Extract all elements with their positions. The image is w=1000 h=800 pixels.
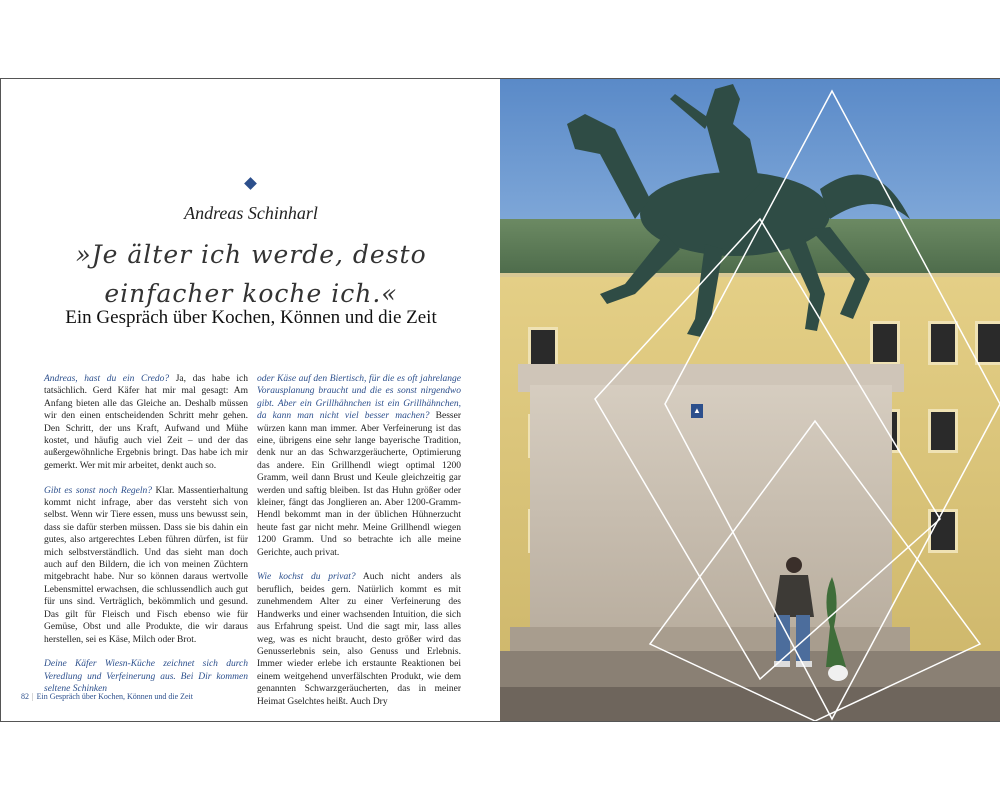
pull-quote (1, 235, 501, 313)
paragraph (44, 658, 248, 695)
paragraph (257, 373, 461, 559)
interview-answer: Ja, das habe ich tatsächlich. Gerd Käfer hat mir mal gesagt: Am Anfang bieten alle das Gleiche an. Deshalb müssen wir den einen entscheidenden Schritt mehr gehen. Den Schritt, der uns Kraft, Aufwand und Mühe kostet, und häufig auch viel Zeit – und der das außergewöhnliche Ergebnis bringt. Das habe ich mir gemerkt. Wer mit mir arbeitet, denkt auch so. (44, 374, 248, 471)
interview-question: Andreas, hast du ein Credo? (44, 374, 170, 384)
interview-question: oder Käse auf den Biertisch, für die es oft jahrelange Vorausplanung braucht und die es sonst nirgendwo gibt. Aber ein Grillhähnchen ist ein Grillhähnchen, da kann man nicht viel besser machen? (257, 374, 461, 422)
running-title: Ein Gespräch über Kochen, Können und die Zeit (36, 692, 194, 701)
interview-answer: Auch nicht anders als beruflich, beides gern. Natürlich kommt es mit zunehmendem Alter zu einer Verfeinerung des Handwerks und einer wachsenden Intuition, die sich aus Erfahrung speist. Und die sagt mir, lass alles weg, was es nicht braucht, desto größer wird das Genusserlebnis sein, also Genuss und Erlebnis. Immer wieder erlebe ich erstaunte Reaktionen bei einem weitgehend unverfälschten Produkt, wie dem genannten Schwarzgeräucherten, das in meiner Heimat Gselchtes heißt. Auch Dry (257, 572, 461, 707)
paragraph (257, 571, 461, 707)
pull-quote-line-1: »Je älter ich werde, desto (75, 240, 427, 269)
text-column-left (44, 373, 248, 708)
interview-answer: Klar. Massentierhaltung kommt nicht infrage, aber das versteht sich von selbst. Wenn wir Tiere essen, muss uns bewusst sein, dass sie dafür sterben müssen. Dass sie bis dahin ein gutes, also artgerechtes Leben führen dürfen, ist für mich selbstverständlich. Und das sieht man doch auch auf den Bildern, die ich von meinen Züchtern mitgebracht habe. Nur so können daraus wertvolle Lebensmittel erwachsen, die schlussendlich auch gut für uns sind. Verträglich, bekömmlich und gesund. Das gilt für Fleisch und Fisch ebenso wie für Gemüse, Obst und alle Produkte, die wir daraus herstellen, sei es Käse, Milch oder Brot. (44, 485, 248, 645)
interview-question: Gibt es sonst noch Regeln? (44, 485, 153, 496)
paragraph (44, 373, 248, 472)
decorative-diamond-lines (500, 79, 1000, 721)
interview-question: Wie kochst du privat? (257, 572, 356, 583)
left-page (0, 79, 500, 721)
diamond-ornament-icon (244, 177, 257, 190)
right-page-photo (500, 79, 1000, 721)
author-name: Andreas Schinharl (184, 203, 318, 223)
pull-quote-line-2: einfacher koche ich.« (104, 279, 398, 308)
footer-separator: | (32, 692, 34, 701)
interview-question: Deine Käfer Wiesn-Küche zeichnet sich durch Veredlung und Verfeinerung aus. Bei Dir kommen seltene Schinken (44, 659, 248, 695)
book-spread (0, 78, 1000, 722)
page-number: 82 (21, 692, 29, 701)
interview-answer: Besser würzen kann man immer. Aber Verfeinerung ist das eine, übrigens eine sehr lange bayerische Tradition, denk nur an das Schwarzgeräucherte, Optimierung das andere. Ein Grillhendl wiegt optimal 1200 Gramm, weil dann Brust und Keule gleichzeitig gar werden und saftig bleiben. Ist das Huhn größer oder kleiner, fängt das Jonglieren an. Aber 1200-Gramm-Hendl bekommt man in der üblichen Hühnerzucht heute fast gar nicht mehr. Meine Grillhendl wiegen 1200 Gramm. Und so betrachte ich alle meine Gerichte, auch privat. (257, 411, 461, 558)
article-subtitle: Ein Gespräch über Kochen, Können und die Zeit (65, 307, 437, 328)
paragraph (44, 485, 248, 646)
text-column-right (257, 373, 461, 720)
plaque-icon: ▲ (691, 404, 703, 418)
page-footer (21, 692, 193, 701)
